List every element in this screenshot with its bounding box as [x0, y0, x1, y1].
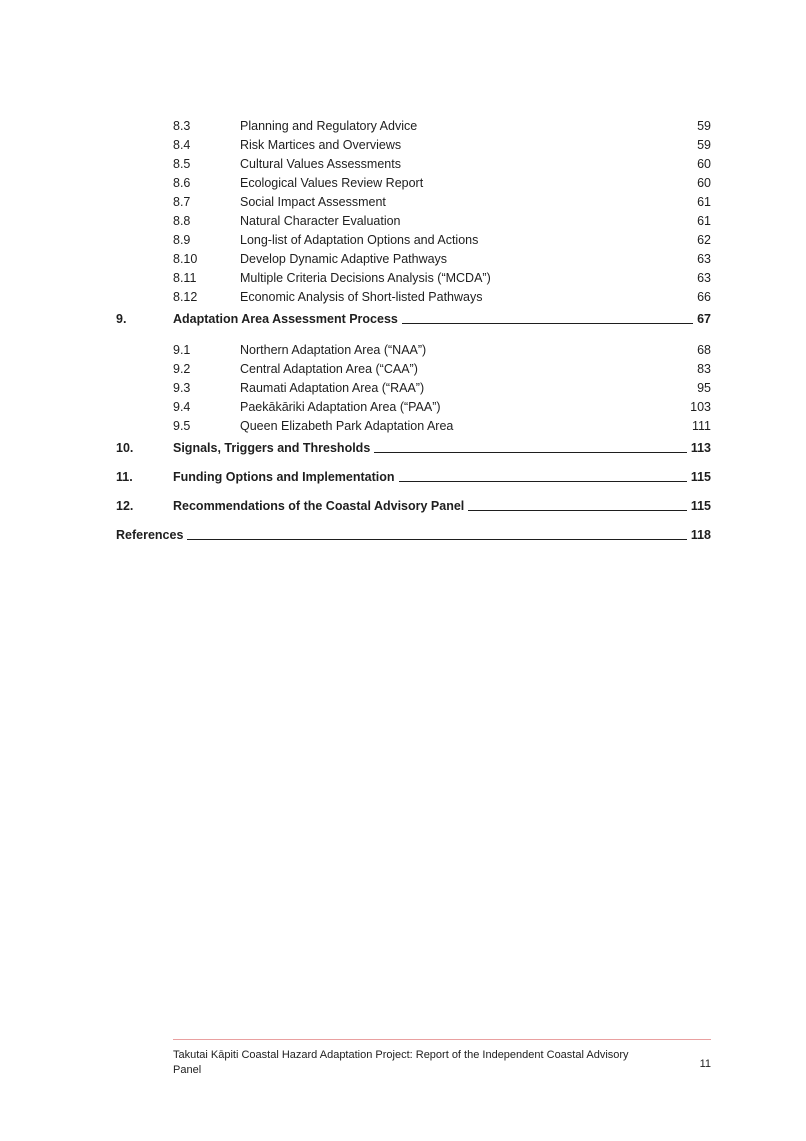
toc-entry-8-11[interactable]	[0, 269, 806, 288]
toc-section-title: References	[116, 528, 184, 542]
toc-entry-number: 8.10	[173, 252, 198, 266]
toc-entry-title: Develop Dynamic Adaptive Pathways	[240, 252, 448, 266]
footer-report-title: Takutai Kāpiti Coastal Hazard Adaptation Project: Report of the Independent Coastal Advisory Panel	[173, 1049, 629, 1076]
toc-entry-page: 111	[691, 419, 711, 433]
toc-entry-page: 63	[697, 252, 711, 266]
toc-section-11[interactable]	[0, 467, 806, 487]
toc-section-10[interactable]	[0, 438, 806, 458]
toc-leader-line	[374, 452, 687, 453]
toc-section-number: 9.	[116, 312, 127, 326]
toc-entry-8-9[interactable]	[0, 231, 806, 250]
toc-entry-page: 95	[697, 381, 711, 395]
toc-entry-title: Northern Adaptation Area (“NAA”)	[240, 343, 427, 357]
toc-entry-title: Economic Analysis of Short-listed Pathways	[240, 290, 483, 304]
toc-section-title: Funding Options and Implementation	[173, 470, 395, 484]
toc-entry-page: 61	[697, 195, 711, 209]
toc-entry-9-5[interactable]	[0, 417, 806, 436]
footer-divider	[173, 1039, 711, 1040]
toc-section-title: Adaptation Area Assessment Process	[173, 312, 398, 326]
toc-entry-page: 61	[697, 214, 711, 228]
toc-entry-number: 9.4	[173, 400, 191, 414]
toc-entry-number: 8.4	[173, 138, 191, 152]
toc-entry-number: 9.2	[173, 362, 191, 376]
toc-section-12[interactable]	[0, 496, 806, 516]
toc-entry-number: 8.12	[173, 290, 198, 304]
toc-leader-line	[402, 323, 693, 324]
toc-entry-number: 8.9	[173, 233, 191, 247]
toc-entry-title: Multiple Criteria Decisions Analysis (“MCDA”)	[240, 271, 491, 285]
toc-section-page: 118	[690, 528, 711, 542]
toc-entry-9-2[interactable]	[0, 360, 806, 379]
toc-entry-title: Social Impact Assessment	[240, 195, 386, 209]
toc-entry-8-8[interactable]	[0, 212, 806, 231]
toc-entry-8-6[interactable]	[0, 174, 806, 193]
footer-page-number: 11	[699, 1058, 711, 1070]
toc-entry-number: 8.7	[173, 195, 191, 209]
toc-entry-title: Risk Martices and Overviews	[240, 138, 402, 152]
toc-section-number: 12.	[116, 499, 134, 513]
toc-entry-title: Planning and Regulatory Advice	[240, 119, 418, 133]
toc-entry-title: Central Adaptation Area (“CAA”)	[240, 362, 418, 376]
toc-entry-8-5[interactable]	[0, 155, 806, 174]
toc-section-number: 10.	[116, 441, 134, 455]
toc-entry-8-12[interactable]	[0, 288, 806, 307]
toc-section-9[interactable]	[0, 309, 806, 329]
toc-entry-page: 59	[697, 119, 711, 133]
toc-entry-page: 83	[697, 362, 711, 376]
toc-entry-9-1[interactable]	[0, 341, 806, 360]
toc-entry-number: 8.11	[173, 271, 197, 285]
toc-entry-page: 60	[697, 176, 711, 190]
toc-entry-page: 60	[697, 157, 711, 171]
toc-entry-8-7[interactable]	[0, 193, 806, 212]
toc-entry-number: 9.3	[173, 381, 191, 395]
toc-entry-8-10[interactable]	[0, 250, 806, 269]
toc-entry-title: Queen Elizabeth Park Adaptation Area	[240, 419, 454, 433]
toc-leader-line	[468, 510, 687, 511]
toc-entry-8-4[interactable]	[0, 136, 806, 155]
toc-entry-9-3[interactable]	[0, 379, 806, 398]
toc-leader-line	[399, 481, 687, 482]
toc-entry-page: 66	[697, 290, 711, 304]
toc-entry-number: 9.1	[173, 343, 191, 357]
toc-entry-title: Raumati Adaptation Area (“RAA”)	[240, 381, 425, 395]
toc-section-title: Recommendations of the Coastal Advisory Panel	[173, 499, 465, 513]
toc-entry-number: 9.5	[173, 419, 191, 433]
toc-entry-title: Natural Character Evaluation	[240, 214, 401, 228]
toc-entry-page: 68	[697, 343, 711, 357]
toc-entry-8-3[interactable]	[0, 117, 806, 136]
toc-entry-title: Paekākāriki Adaptation Area (“PAA”)	[240, 400, 441, 414]
toc-entry-title: Ecological Values Review Report	[240, 176, 424, 190]
toc-entry-number: 8.6	[173, 176, 191, 190]
toc-entry-number: 8.8	[173, 214, 191, 228]
toc-entry-number: 8.5	[173, 157, 191, 171]
toc-leader-line	[187, 539, 686, 540]
toc-section-page: 115	[690, 470, 711, 484]
toc-entry-page: 59	[697, 138, 711, 152]
toc-section-title: Signals, Triggers and Thresholds	[173, 441, 371, 455]
toc-references[interactable]	[0, 525, 806, 545]
toc-entry-title: Cultural Values Assessments	[240, 157, 401, 171]
toc-entry-page: 103	[690, 400, 711, 414]
toc-entry-page: 62	[697, 233, 711, 247]
toc-entry-page: 63	[697, 271, 711, 285]
toc-entry-title: Long-list of Adaptation Options and Actions	[240, 233, 479, 247]
toc-section-page: 67	[697, 312, 711, 326]
toc-section-page: 115	[690, 499, 711, 513]
toc-section-number: 11.	[116, 470, 133, 484]
toc-section-page: 113	[690, 441, 711, 455]
toc-entry-number: 8.3	[173, 119, 191, 133]
toc-entry-9-4[interactable]	[0, 398, 806, 417]
